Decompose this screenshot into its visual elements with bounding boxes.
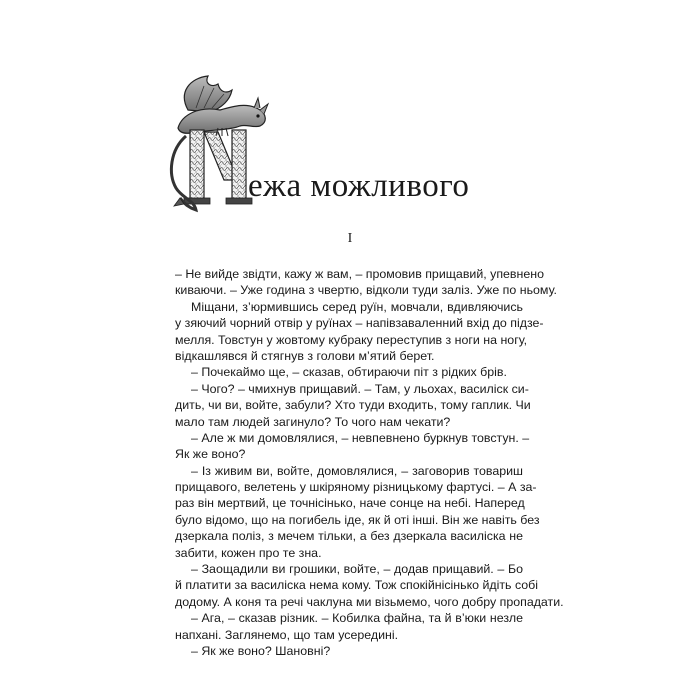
- text-line: додому. А коня та речі чаклуна ми візьмемо, чого добру пропадати.: [175, 594, 564, 609]
- text-line: Як же воно?: [175, 447, 246, 462]
- text-line: – Чого? – чмихнув прищавий. – Там, у льохах, василіск си-: [191, 381, 529, 396]
- chapter-title: ежа можливого: [248, 168, 470, 204]
- text-line: Міщани, з’юрмившись серед руїн, мовчали, вдивляючись: [191, 299, 523, 314]
- text-line: напхані. Заглянемо, що там усередині.: [175, 627, 399, 642]
- body-text: [175, 266, 564, 659]
- text-line: – Не вийде звідти, кажу ж вам, – промовив прищавий, упевнено: [175, 267, 544, 281]
- text-line: у зяючий чорний отвір у руїнах – напівзаваленний вхід до підзе-: [175, 316, 544, 331]
- text-line: – Але ж ми домовлялися, – невпевнено буркнув товстун. –: [191, 430, 530, 445]
- text-line: – Як же воно? Шановні?: [191, 643, 331, 658]
- text-line: дзеркала поліз, з мечем тільки, а без дзеркала василіска не: [175, 529, 523, 544]
- section-number: I: [347, 231, 353, 246]
- text-line: раз він мертвий, це точнісінько, наче сонце на небі. Наперед: [175, 496, 525, 511]
- text-line: мелля. Товстун у жовтому кубраку переступив з ноги на ногу,: [175, 332, 528, 347]
- text-line: прищавого, велетень у шкіряному різницькому фартусі. – А за-: [175, 480, 537, 495]
- text-line: – Ага, – сказав різник. – Кобилка файна, та й в’юки незле: [191, 611, 523, 626]
- text-line: було відомо, що на погибель іде, як й оті інші. Він же навіть без: [175, 512, 540, 527]
- text-line: – Почекаймо ще, – сказав, обтираючи піт з рідких брів.: [191, 365, 507, 380]
- text-line: забити, кожен про те зна.: [175, 545, 322, 560]
- text-line: дить, чи ви, войте, забули? Хто туди входить, тому гаплик. Чи: [175, 398, 531, 413]
- text-line: відкашлявся й стягнув з голови м’ятий берет.: [175, 348, 435, 363]
- text-line: – Заощадили ви грошики, войте, – додав прищавий. – Бо: [191, 562, 523, 577]
- text-line: – Із живим ви, войте, домовлялися, – заговорив товариш: [191, 463, 523, 478]
- text-line: й платити за василіска нема кому. Тож спокійнісінько йдіть собі: [175, 578, 539, 593]
- text-line: мало там людей загинуло? То чого нам чекати?: [175, 414, 451, 429]
- text-line: киваючи. – Уже година з чвертю, відколи туди заліз. Уже по ньому.: [175, 283, 557, 298]
